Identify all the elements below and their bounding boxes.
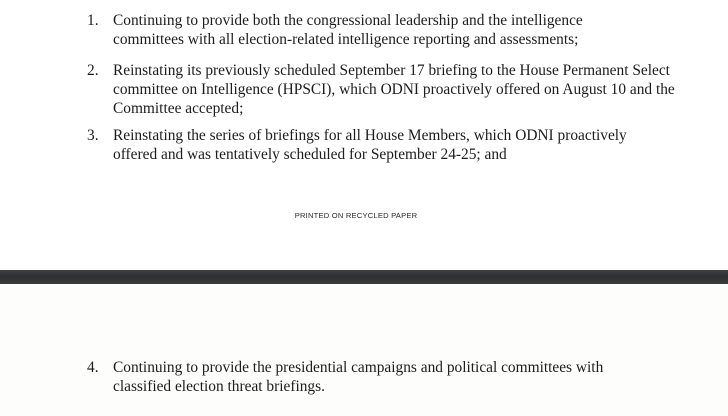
- list-item-text: [113, 126, 717, 164]
- list-item-number: 4.: [87, 359, 99, 376]
- list-item-number: 2.: [87, 62, 99, 79]
- list-item-line: Reinstating the series of briefings for all House Members, which ODNI proactively: [113, 127, 627, 144]
- list-item-line: Continuing to provide both the congressional leadership and the intelligence: [113, 12, 583, 29]
- list-item-line: Committee accepted;: [113, 100, 244, 117]
- list-item-line: committees with all election-related intelligence reporting and assessments;: [113, 31, 579, 48]
- list-item-line: Continuing to provide the presidential campaigns and political committees with: [113, 359, 604, 376]
- list-item-line: Reinstating its previously scheduled September 17 briefing to the House Permanent Select: [113, 62, 670, 79]
- list-item-text: [113, 11, 717, 49]
- recycled-paper-note: PRINTED ON RECYCLED PAPER: [294, 211, 418, 220]
- list-item-text: [113, 61, 717, 118]
- list-item-line: committee on Intelligence (HPSCI), which ODNI proactively offered on August 10 and the: [113, 81, 675, 98]
- list-item-line: offered and was tentatively scheduled for September 24-25; and: [113, 146, 507, 163]
- list-item-number: 1.: [87, 12, 99, 29]
- document-page-lower: [0, 284, 728, 416]
- list-item-number: 3.: [87, 127, 99, 144]
- page-separator: [0, 270, 728, 284]
- list-item-line: classified election threat briefings.: [113, 378, 325, 395]
- list-item-text: [113, 358, 717, 396]
